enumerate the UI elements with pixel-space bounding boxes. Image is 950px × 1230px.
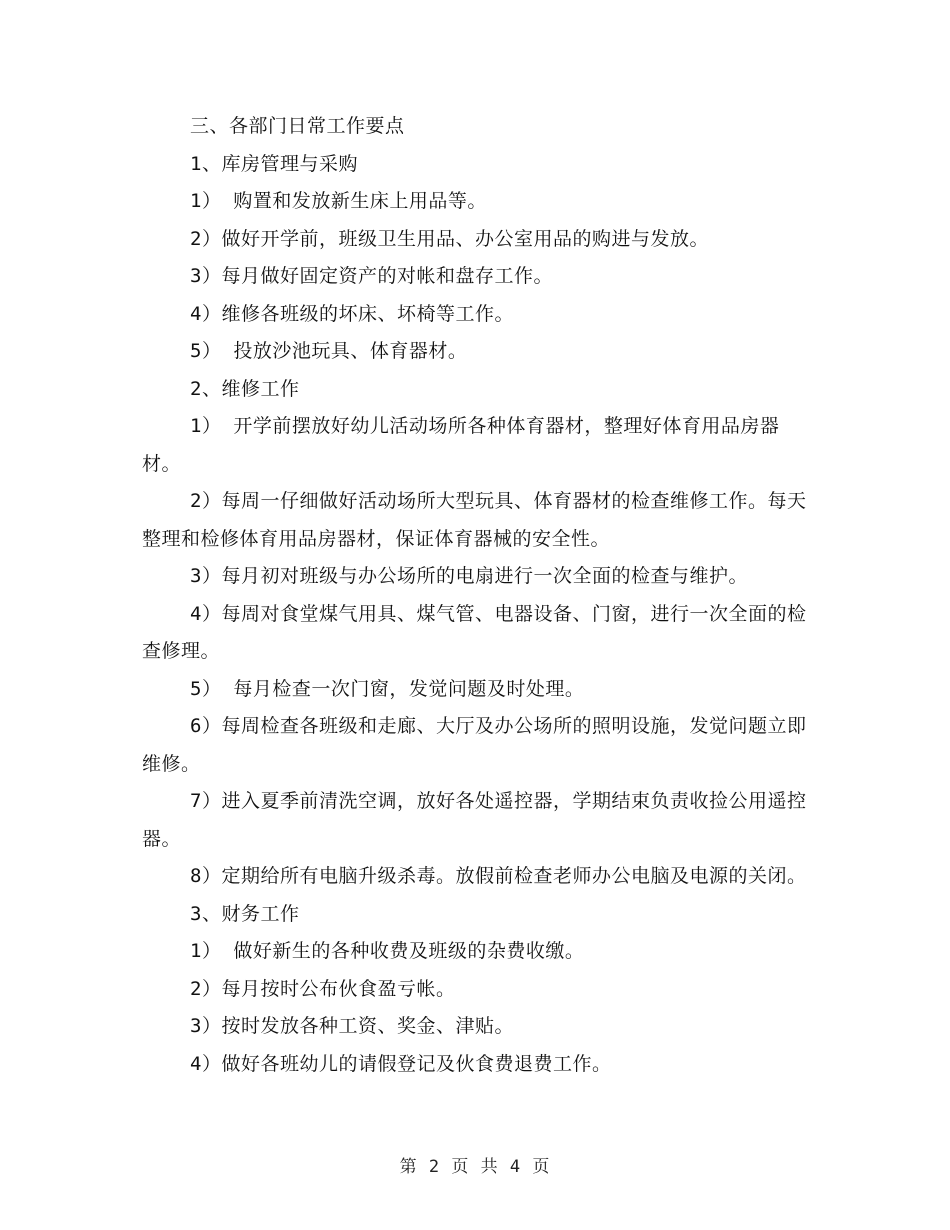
section-heading: 三、各部门日常工作要点 <box>190 115 405 137</box>
subsection-heading-maintenance: 2、维修工作 <box>190 377 300 400</box>
list-item: 3）按时发放各种工资、奖金、津贴。 <box>190 1015 514 1037</box>
list-item: 4）每周对食堂煤气用具、煤气管、电器设备、门窗，进行一次全面的检查修理。 <box>142 602 807 662</box>
list-item: 5） 投放沙池玩具、体育器材。 <box>190 340 468 362</box>
page-footer: 第 2 页 共 4 页 <box>399 1157 551 1177</box>
list-item: 4）维修各班级的坏床、坏椅等工作。 <box>190 302 514 325</box>
list-item: 3）每月做好固定资产的对帐和盘存工作。 <box>190 265 553 287</box>
list-item: 7）进入夏季前清洗空调，放好各处遥控器，学期结束负责收捡公用遥控器。 <box>142 790 807 850</box>
list-item: 8）定期给所有电脑升级杀毒。放假前检查老师办公电脑及电源的关闭。 <box>190 865 807 887</box>
list-item: 5） 每月检查一次门窗，发觉问题及时处理。 <box>190 677 585 700</box>
list-item: 3）每月初对班级与办公场所的电扇进行一次全面的检查与维护。 <box>190 565 748 587</box>
subsection-heading-finance: 3、财务工作 <box>190 902 300 925</box>
subsection-heading-storage: 1、库房管理与采购 <box>190 152 358 175</box>
list-item: 6）每周检查各班级和走廊、大厅及办公场所的照明设施，发觉问题立即维修。 <box>142 715 807 775</box>
list-item: 2）做好开学前，班级卫生用品、办公室用品的购进与发放。 <box>190 227 709 250</box>
list-item: 2）每月按时公布伙食盈亏帐。 <box>190 977 456 1000</box>
document-body <box>142 108 812 1083</box>
list-item: 4）做好各班幼儿的请假登记及伙食费退费工作。 <box>190 1052 612 1075</box>
list-item: 1） 购置和发放新生床上用品等。 <box>190 190 487 212</box>
list-item: 1） 做好新生的各种收费及班级的杂费收缴。 <box>190 940 585 962</box>
list-item: 2）每周一仔细做好活动场所大型玩具、体育器材的检查维修工作。每天整理和检修体育用品房器材，保证体育器械的安全性。 <box>142 490 807 550</box>
list-item: 1） 开学前摆放好幼儿活动场所各种体育器材，整理好体育用品房器材。 <box>142 415 780 475</box>
